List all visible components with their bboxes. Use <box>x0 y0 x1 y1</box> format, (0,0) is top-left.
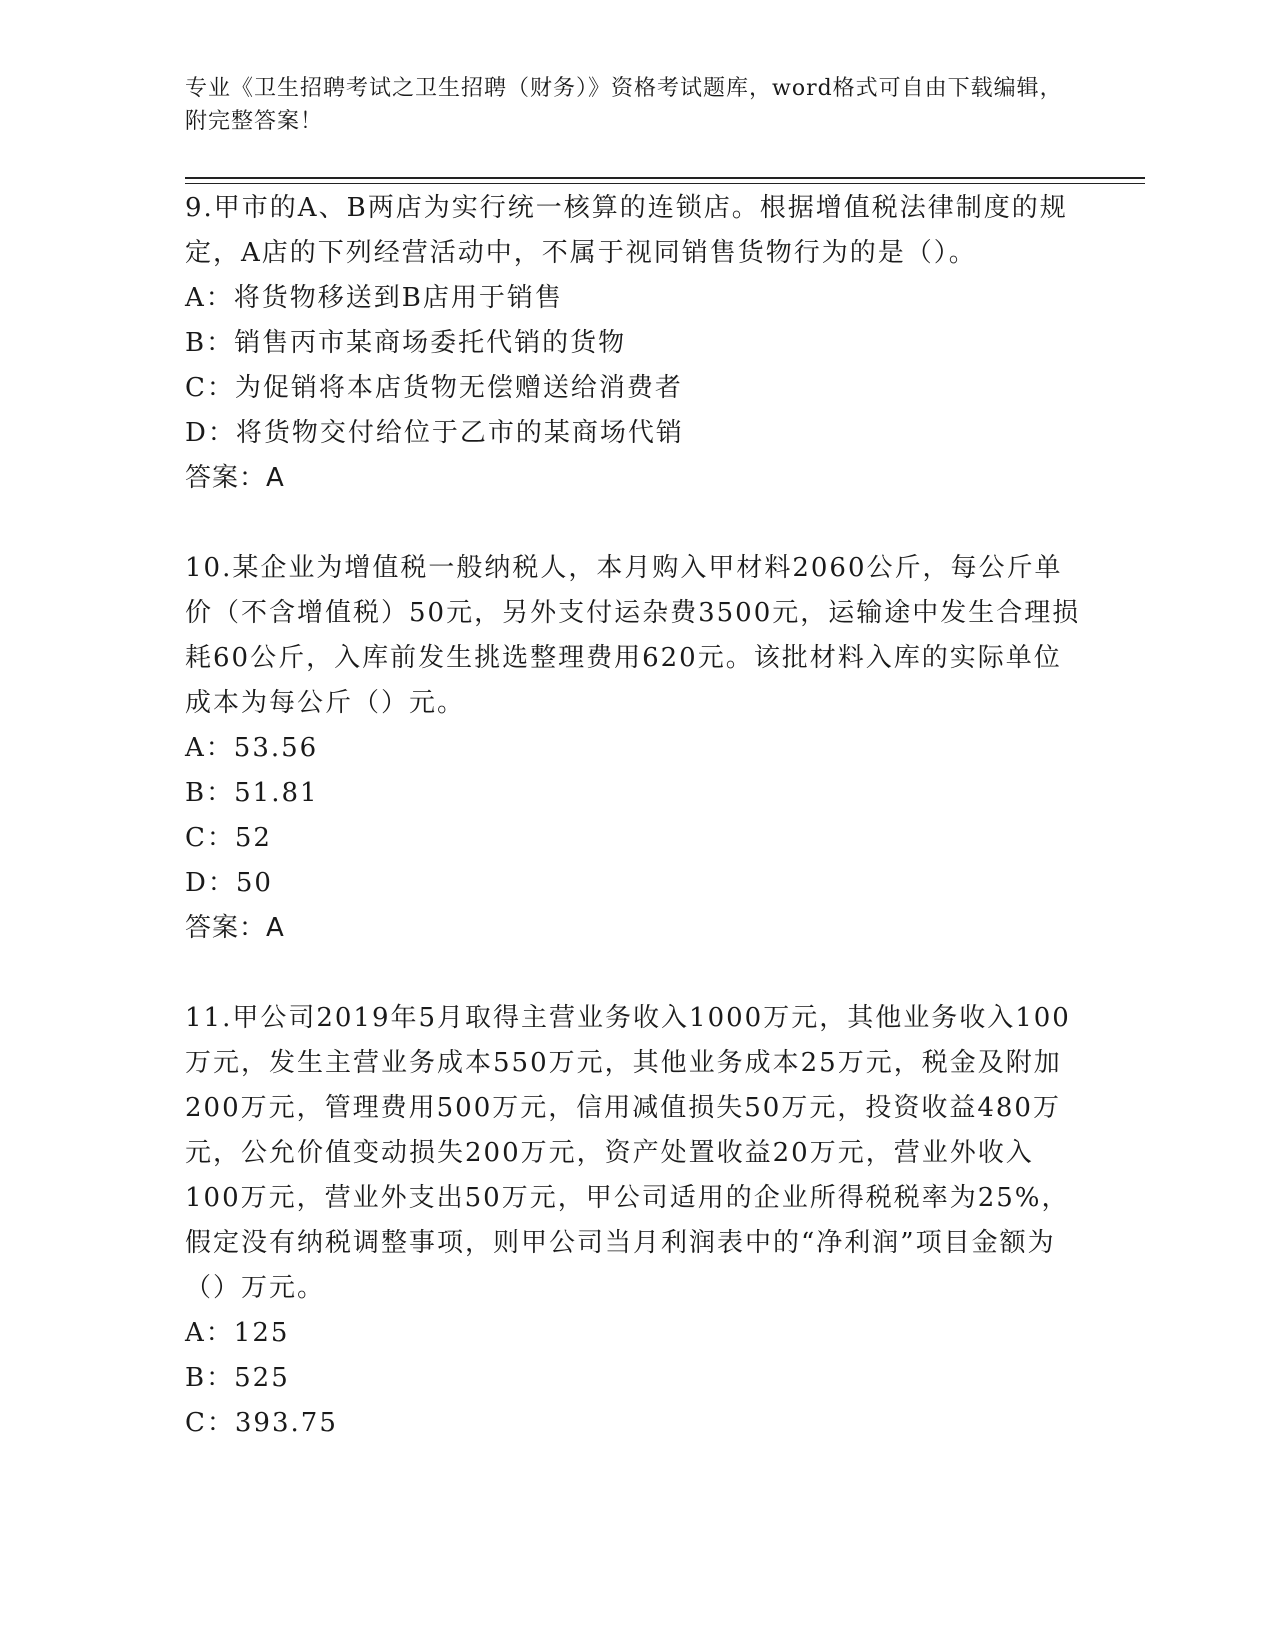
option-a: A：125 <box>185 1318 290 1348</box>
header-rule-thick <box>185 177 1145 179</box>
option-c: C：为促销将本店货物无偿赠送给消费者 <box>185 373 683 403</box>
question-spacer <box>185 501 1085 546</box>
question-11 <box>185 996 1085 1446</box>
option-c: C：393.75 <box>185 1408 338 1438</box>
header-rule-thin <box>185 183 1145 184</box>
question-stem: 11.甲公司2019年5月取得主营业务收入1000万元，其他业务收入100万元，发生主营业务成本550万元，其他业务成本25万元，税金及附加200万元，管理费用500万元，信用减值损失50万元，投资收益480万元，公允价值变动损失200万元，资产处置收益20万元，营业外收入100万元，营业外支出50万元，甲公司适用的企业所得税税率为25%，假定没有纳税调整事项，则甲公司当月利润表中的“净利润”项目金额为（）万元。 <box>185 1003 1071 1303</box>
option-d: D：将货物交付给位于乙市的某商场代销 <box>185 418 684 448</box>
option-c: C：52 <box>185 823 272 853</box>
option-a: A：53.56 <box>185 733 319 763</box>
question-10 <box>185 546 1085 951</box>
option-b: B：销售丙市某商场委托代销的货物 <box>185 328 627 358</box>
option-d: D：50 <box>185 868 273 898</box>
question-stem: 10.某企业为增值税一般纳税人，本月购入甲材料2060公斤，每公斤单价（不含增值税）50元，另外支付运杂费3500元，运输途中发生合理损耗60公斤，入库前发生挑选整理费用620元。该批材料入库的实际单位成本为每公斤（）元。 <box>185 553 1081 718</box>
option-b: B：525 <box>185 1363 290 1393</box>
option-b: B：51.81 <box>185 778 319 808</box>
answer-line: 答案：A <box>185 463 285 493</box>
question-stem: 9.甲市的A、B两店为实行统一核算的连锁店。根据增值税法律制度的规定，A店的下列经营活动中，不属于视同销售货物行为的是（）。 <box>185 193 1068 268</box>
option-a: A：将货物移送到B店用于销售 <box>185 283 563 313</box>
answer-line: 答案：A <box>185 913 285 943</box>
question-spacer <box>185 951 1085 996</box>
question-9 <box>185 186 1085 501</box>
question-list <box>185 186 1085 1446</box>
document-header: 专业《卫生招聘考试之卫生招聘（财务）》资格考试题库，word格式可自由下载编辑，附完整答案！ <box>185 76 1063 134</box>
